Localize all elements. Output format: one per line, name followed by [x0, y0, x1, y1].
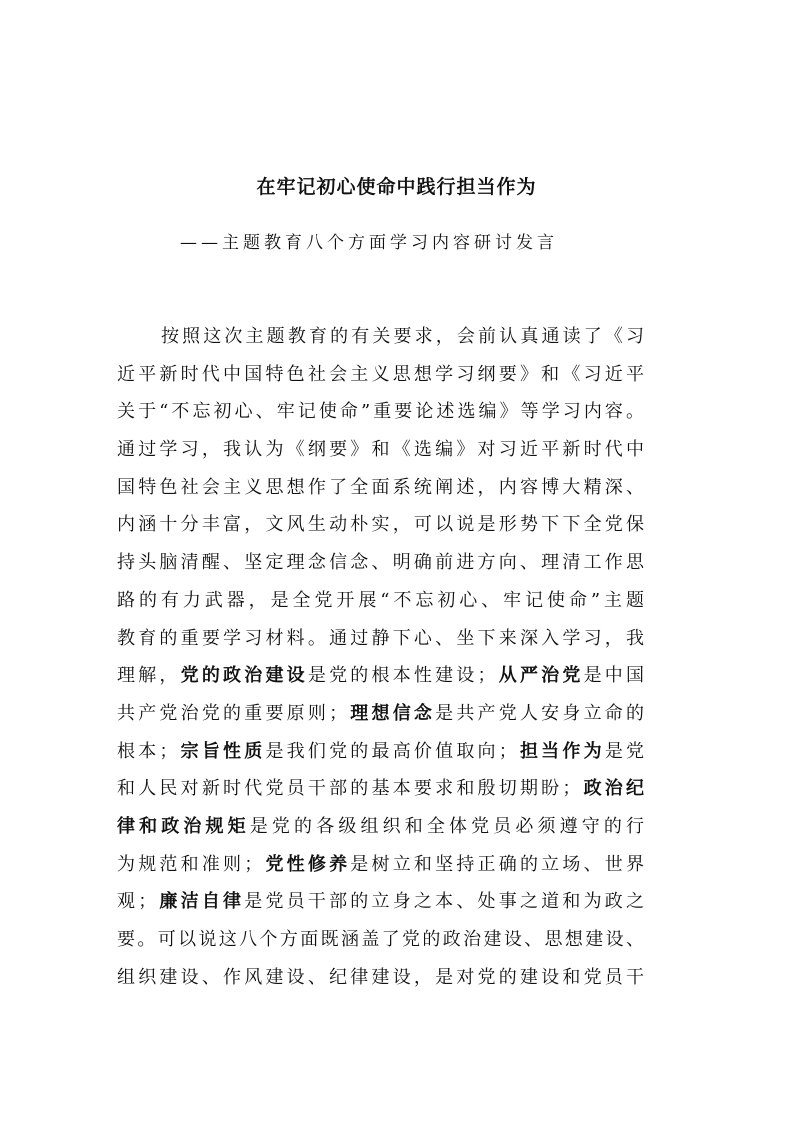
text-segment: 是共产党人安身立命的	[435, 702, 645, 724]
text-segment: 内涵十分丰富，文风生动朴实，可以说是形势下下全党保	[117, 514, 644, 536]
bold-keyword: 廉洁自律	[156, 891, 245, 913]
paragraph-line	[117, 699, 644, 737]
text-segment: 是党的根本性建设；	[307, 665, 496, 687]
text-segment: 组织建设、作风建设、纪律建设，是对党的建设和党员干	[117, 966, 644, 988]
bold-keyword: 政治纪	[580, 778, 644, 800]
paragraph-line	[117, 850, 644, 888]
bold-keyword: 担当作为	[516, 740, 605, 762]
text-segment: 要。可以说这八个方面既涵盖了党的政治建设、思想建设、	[117, 929, 644, 950]
paragraph-line	[117, 812, 644, 850]
paragraph-line	[117, 963, 644, 1001]
paragraph-line	[117, 661, 644, 699]
paragraph-line	[117, 360, 644, 398]
paragraph-line	[117, 322, 644, 360]
paragraph-line	[117, 737, 644, 775]
text-segment: 教育的重要学习材料。通过静下心、坐下来深入学习，我	[117, 627, 644, 649]
text-segment: 是我们党的最高价值取向；	[265, 740, 517, 762]
bold-keyword: 党的政治建设	[180, 665, 308, 687]
paragraph-line	[117, 887, 644, 925]
text-segment: 为规范和准则；	[117, 853, 263, 875]
text-segment: 根本；	[117, 740, 178, 762]
text-segment: 理解，	[117, 665, 181, 687]
text-segment: 按照这次主题教育的有关要求，会前认真通读了《习	[161, 326, 644, 347]
paragraph-line	[117, 774, 644, 812]
text-segment: 路的有力武器，是全党开展“不忘初心、牢记使命”主题	[117, 589, 644, 611]
text-segment: 观；	[117, 891, 157, 913]
text-segment: 国特色社会主义思想作了全面系统阐述，内容博大精深、	[117, 476, 644, 498]
text-segment: 是党	[604, 740, 645, 762]
text-segment: 持头脑清醒、坚定理念信念、明确前进方向、理清工作思	[117, 552, 644, 574]
text-segment: 通过学习，我认为《纲要》和《选编》对习近平新时代中	[117, 439, 644, 461]
paragraph-line	[117, 510, 644, 548]
document-subtitle: ——主题教育八个方面学习内容研讨发言	[180, 233, 558, 253]
text-segment: 是中国	[583, 665, 645, 687]
paragraph-line	[117, 548, 644, 586]
text-segment: 近平新时代中国特色社会主义思想学习纲要》和《习近平	[117, 363, 644, 385]
bold-keyword: 律和政治规矩	[117, 815, 250, 837]
bold-keyword: 宗旨性质	[177, 740, 266, 762]
bold-keyword: 理想信念	[347, 702, 436, 724]
paragraph-line	[117, 624, 644, 662]
bold-keyword: 党性修养	[262, 853, 351, 875]
text-segment: 关于“不忘初心、牢记使命”重要论述选编》等学习内容。	[117, 401, 644, 423]
paragraph-line	[117, 473, 644, 511]
text-segment: 和人民对新时代党员干部的基本要求和殷切期盼；	[117, 778, 581, 800]
paragraph-line	[117, 586, 644, 624]
paragraph-line	[117, 397, 644, 435]
document-body	[117, 322, 644, 1000]
paragraph-line	[117, 435, 644, 473]
bold-keyword: 从严治党	[495, 665, 584, 687]
text-segment: 共产党治党的重要原则；	[117, 702, 348, 724]
text-segment: 是党的各级组织和全体党员必须遵守的行	[249, 815, 645, 837]
paragraph-line	[117, 925, 644, 963]
document-title: 在牢记初心使命中践行担当作为	[256, 176, 537, 198]
text-segment: 是树立和坚持正确的立场、世界	[350, 853, 645, 875]
text-segment: 是党员干部的立身之本、处事之道和为政之	[244, 891, 645, 913]
